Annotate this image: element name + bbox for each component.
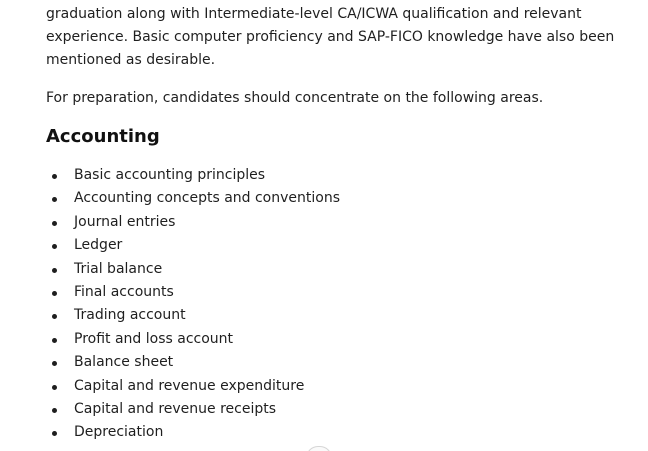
list-item — [46, 281, 340, 304]
bullet-icon — [52, 338, 57, 343]
list-item — [46, 187, 340, 210]
list-item — [46, 375, 340, 398]
list-item — [46, 164, 340, 187]
list-item-text: Basic accounting principles — [74, 167, 266, 183]
list-item — [46, 328, 340, 351]
bullet-icon — [52, 385, 57, 390]
list-item-text: Profit and loss account — [74, 330, 234, 347]
list-item — [46, 234, 340, 257]
list-item-text: Final accounts — [74, 283, 174, 300]
list-item — [46, 304, 340, 327]
bullet-icon — [52, 314, 57, 319]
list-item — [46, 421, 340, 444]
bullet-icon — [52, 361, 57, 366]
list-item-text: Depreciation — [74, 424, 164, 441]
bullet-icon — [52, 174, 57, 179]
accounting-topics-list — [46, 164, 340, 445]
section-heading-accounting: Accounting — [46, 126, 160, 147]
bullet-icon — [52, 431, 57, 436]
list-item-text: Capital and revenue receipts — [74, 400, 277, 417]
bullet-icon — [52, 408, 57, 413]
scroll-down-indicator[interactable] — [306, 446, 332, 451]
list-item — [46, 398, 340, 421]
list-item-text: Trading account — [74, 307, 186, 324]
list-item-text: Capital and revenue expenditure — [74, 377, 305, 394]
bullet-icon — [52, 291, 57, 296]
list-item-text: Journal entries — [74, 213, 176, 230]
bullet-icon — [52, 197, 57, 202]
list-item — [46, 211, 340, 234]
intro-paragraph: graduation along with Intermediate-level CA/ICWA qualification and relevant experience. Basic computer proficiency and SAP-FICO knowledge have also been mentioned as desirable. — [46, 6, 615, 68]
list-item-text: Ledger — [74, 237, 123, 254]
preparation-paragraph: For preparation, candidates should concentrate on the following areas. — [46, 90, 544, 106]
list-item — [46, 258, 340, 281]
list-item — [46, 351, 340, 374]
list-item-text: Balance sheet — [74, 354, 174, 371]
list-item-text: Accounting concepts and conventions — [74, 190, 340, 207]
bullet-icon — [52, 244, 57, 249]
bullet-icon — [52, 221, 57, 226]
list-item-text: Trial balance — [74, 260, 163, 277]
bullet-icon — [52, 268, 57, 273]
